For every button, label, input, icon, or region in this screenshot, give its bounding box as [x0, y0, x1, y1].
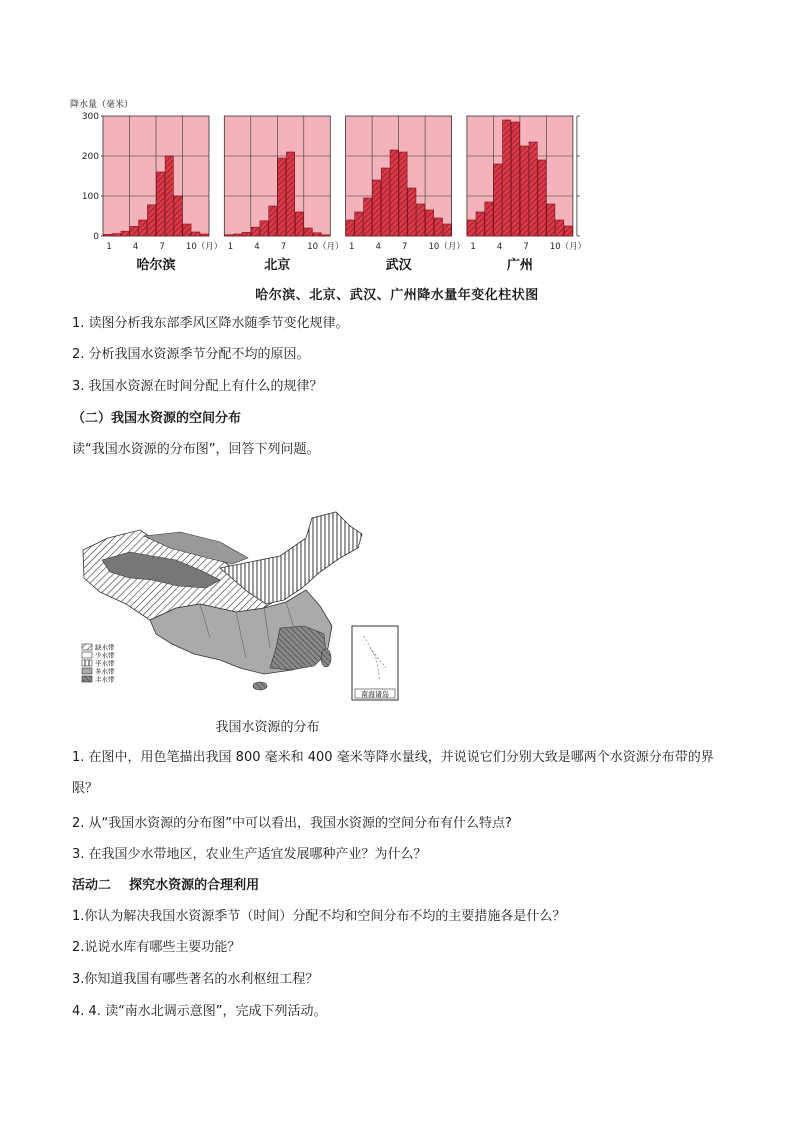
map-island-hainan: [253, 682, 267, 690]
section-2-title: （二）我国水资源的空间分布: [72, 411, 242, 426]
x-tick-label: 1: [227, 242, 234, 252]
question-b-2: 2. 从“我国水资源的分布图”中可以看出，我国水资源的空间分布有什么特点?: [72, 816, 512, 831]
bar: [434, 218, 442, 236]
bar: [313, 233, 321, 236]
series-name: 广州: [506, 258, 533, 273]
bar: [192, 232, 200, 236]
bar: [408, 188, 416, 236]
bar: [156, 172, 164, 236]
water-resource-map: [80, 508, 402, 704]
map-legend: [82, 643, 115, 684]
x-tick-label: 10（月）: [185, 242, 223, 252]
bar: [346, 220, 354, 236]
x-tick-label: 4: [496, 242, 503, 252]
bar: [183, 224, 191, 236]
x-tick-label: 4: [375, 242, 381, 252]
x-tick-label: 10（月）: [307, 242, 344, 252]
x-tick-label: 7: [159, 242, 165, 252]
x-tick-label: 1: [349, 242, 355, 252]
bar: [529, 142, 537, 236]
question-a-2: 2. 分析我国水资源季节分配不均的原因。: [72, 347, 310, 362]
bar: [511, 122, 519, 236]
x-tick-label: 7: [402, 242, 408, 252]
x-tick-label: 10（月）: [428, 242, 465, 252]
bar: [503, 120, 511, 236]
question-a-3: 3. 我国水资源在时间分配上有什么的规律？: [72, 379, 323, 394]
bar: [242, 232, 250, 236]
x-tick-label: 10（月）: [549, 242, 587, 252]
legend-swatch: [82, 676, 92, 682]
series-name: 武汉: [385, 258, 412, 273]
x-tick-label: 4: [254, 242, 260, 252]
y-tick-label: 300: [81, 112, 99, 122]
x-tick-label: 1: [470, 242, 476, 252]
question-c-3: 3.你知道我国有哪些著名的水利枢纽工程？: [72, 972, 319, 987]
bar: [381, 168, 389, 236]
legend-label: 少水带: [95, 651, 115, 660]
bar: [251, 227, 259, 236]
legend-label: 多水带: [95, 667, 115, 676]
section-2-intro: 读“我国水资源的分布图”，回答下列问题。: [72, 442, 320, 457]
ylabel: 降水量（毫米）: [70, 100, 134, 110]
x-tick-label: 7: [523, 242, 529, 252]
bar: [467, 220, 475, 236]
bar: [260, 221, 268, 236]
bar: [443, 224, 451, 236]
bar: [564, 226, 572, 236]
legend-label: 丰水带: [95, 675, 115, 684]
bar: [399, 152, 407, 236]
legend-swatch: [82, 660, 92, 666]
question-c-2: 2.说说水库有哪些主要功能？: [72, 940, 241, 955]
bar: [476, 212, 484, 236]
question-c-4: 4. 4. 读“南水北调示意图”，完成下列活动。: [72, 1004, 327, 1019]
activity-2-title: 活动二 探究水资源的合理利用: [72, 878, 260, 893]
bar: [494, 164, 502, 236]
question-c-1: 1.你认为解决我国水资源季节（时间）分配不均和空间分布不均的主要措施各是什么？: [72, 909, 566, 924]
question-b-3: 3. 在我国少水带地区，农业生产适宜发展哪种产业？为什么？: [72, 847, 427, 862]
bar: [286, 152, 294, 236]
chart-title: 哈尔滨、北京、武汉、广州降水量年变化柱状图: [255, 288, 539, 303]
legend-swatch: [82, 644, 92, 650]
x-tick-label: 4: [132, 242, 139, 252]
x-tick-label: 7: [280, 242, 287, 252]
bar: [417, 204, 425, 236]
bar: [225, 235, 233, 236]
bar: [322, 235, 330, 236]
question-b-1: 1. 在图中，用色笔描出我国 800 毫米和 400 毫米等降水量线，并说说它们分别大致是哪两个水资源分布带的界限？: [72, 750, 714, 796]
bar: [174, 196, 182, 236]
bar: [121, 231, 129, 236]
bar: [556, 220, 564, 236]
bar: [538, 160, 546, 236]
bar: [390, 150, 398, 236]
bar: [547, 204, 555, 236]
bar: [269, 206, 277, 236]
bar: [425, 210, 433, 236]
legend-swatch: [82, 668, 92, 674]
x-tick-label: 1: [106, 242, 112, 252]
series-name: 北京: [264, 258, 291, 273]
bar: [147, 205, 155, 236]
map-caption: 我国水资源的分布: [215, 720, 320, 735]
bar: [200, 234, 208, 236]
question-a-1: 1. 读图分析我东部季风区降水随季节变化规律。: [72, 316, 349, 331]
bar: [139, 220, 147, 236]
bar: [295, 212, 303, 236]
map-island-taiwan: [321, 649, 331, 667]
bar: [103, 234, 111, 236]
bar: [112, 234, 120, 236]
bar: [278, 158, 286, 236]
bar: [372, 180, 380, 236]
bar: [364, 198, 372, 236]
precipitation-bar-charts: [60, 92, 600, 282]
legend-label: 平水带: [95, 659, 115, 668]
legend-label: 缺水带: [95, 643, 115, 652]
bar: [233, 234, 241, 236]
series-name: 哈尔滨: [136, 258, 176, 273]
bar: [520, 146, 528, 236]
bar: [304, 228, 312, 236]
bar: [130, 226, 138, 236]
legend-swatch: [82, 652, 92, 658]
y-tick-label: 200: [81, 152, 99, 162]
y-tick-label: 0: [93, 232, 99, 242]
map-inset-label: 南海诸岛: [361, 690, 389, 699]
bar: [165, 156, 173, 236]
bar: [485, 202, 493, 236]
bar: [355, 212, 363, 236]
y-tick-label: 100: [81, 192, 99, 202]
